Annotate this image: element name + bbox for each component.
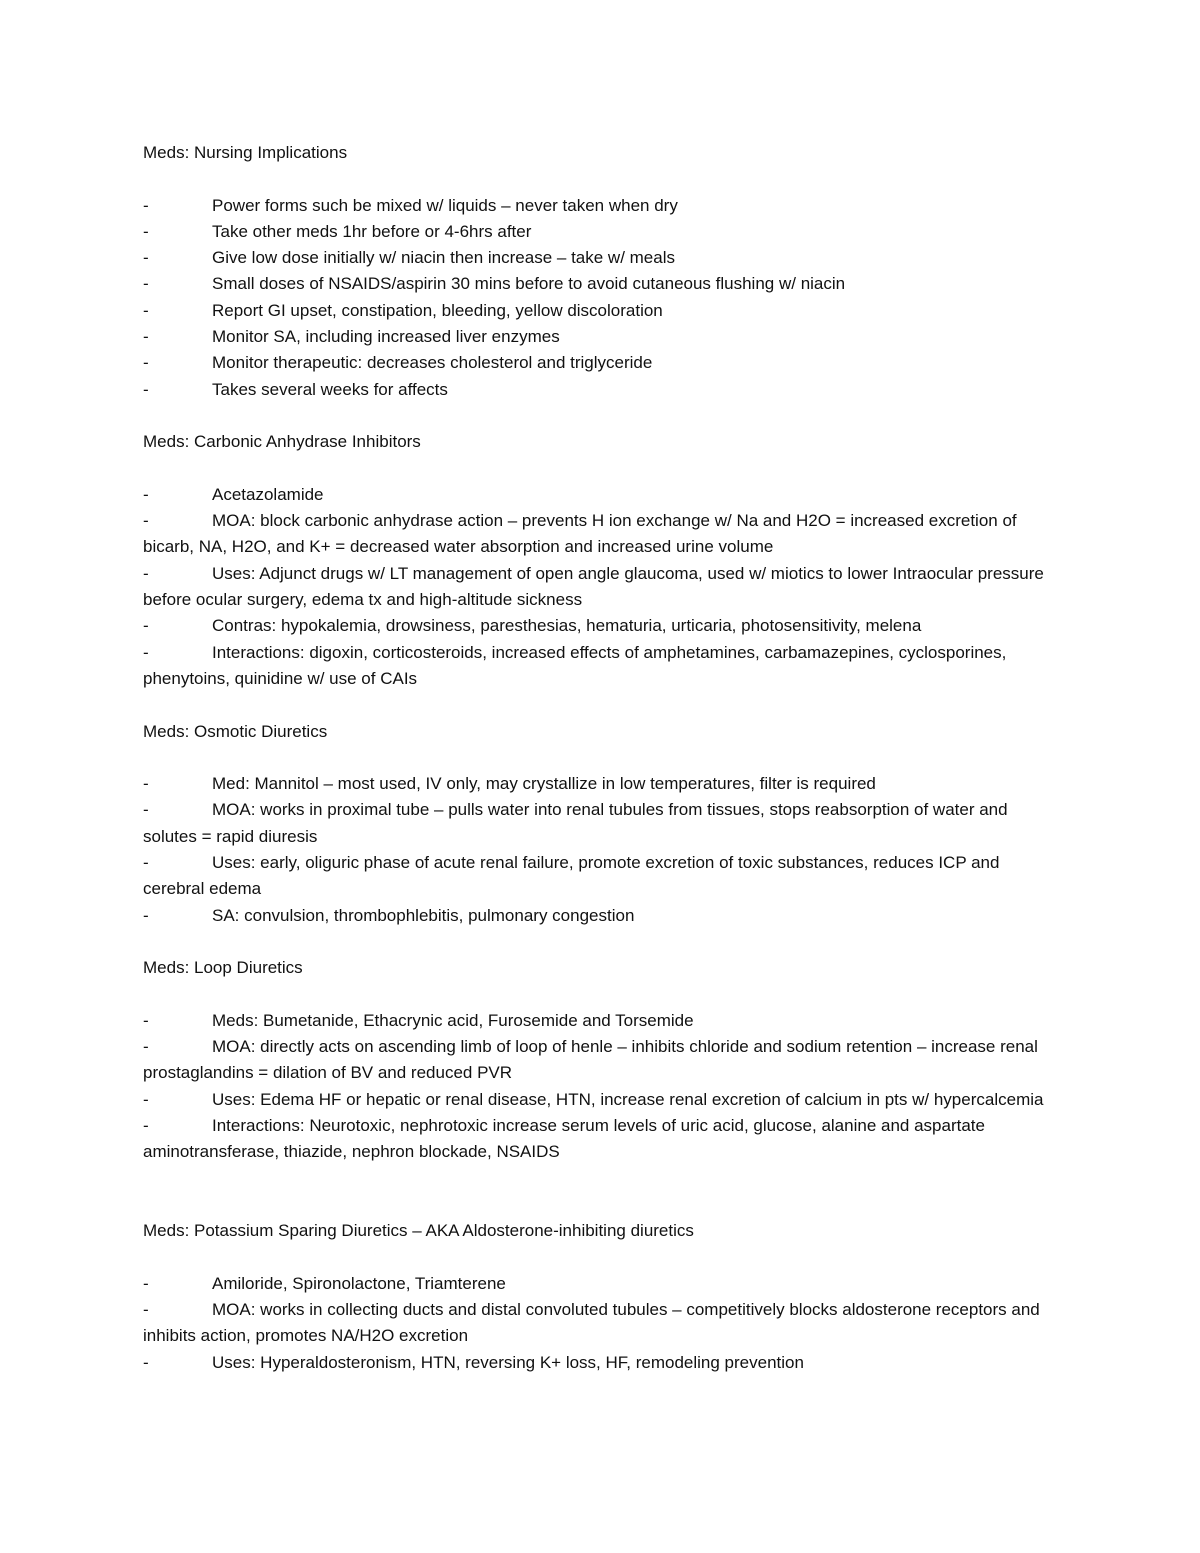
section-osmotic-diuretics: [143, 719, 1063, 929]
list-item-text: Give low dose initially w/ niacin then increase – take w/ meals: [212, 248, 675, 268]
list-item: [143, 298, 1063, 324]
list-item: [143, 640, 1063, 693]
list-item: [143, 271, 1063, 297]
list-item: [143, 1113, 1063, 1166]
section-nursing-implications: [143, 140, 1063, 403]
list-item-text: Amiloride, Spironolactone, Triamterene: [212, 1273, 506, 1293]
bullet-marker: -: [143, 905, 149, 925]
list-item-text: MOA: works in proximal tube – pulls water into renal tubules from tissues, stops reabsorption of water and solutes = rapid diuresis: [143, 800, 1008, 846]
section-potassium-sparing-diuretics: [143, 1218, 1063, 1376]
document-page: [143, 140, 1063, 1376]
bullet-list: [143, 482, 1063, 692]
bullet-marker: -: [143, 511, 149, 531]
bullet-marker: -: [143, 484, 149, 504]
list-item: [143, 1271, 1063, 1297]
list-item: [143, 850, 1063, 903]
list-item-text: SA: convulsion, thrombophlebitis, pulmonary congestion: [212, 905, 635, 925]
section-carbonic-anhydrase-inhibitors: [143, 429, 1063, 692]
list-item-text: Meds: Bumetanide, Ethacrynic acid, Furosemide and Torsemide: [212, 1010, 694, 1030]
list-item: [143, 377, 1063, 403]
bullet-marker: -: [143, 642, 149, 662]
bullet-marker: -: [143, 616, 149, 636]
bullet-marker: -: [143, 800, 149, 820]
list-item: [143, 350, 1063, 376]
section-heading: Meds: Potassium Sparing Diuretics – AKA Aldosterone-inhibiting diuretics: [143, 1221, 694, 1241]
bullet-marker: -: [143, 1089, 149, 1109]
list-item: [143, 1350, 1063, 1376]
bullet-marker: -: [143, 221, 149, 241]
list-item-text: Med: Mannitol – most used, IV only, may crystallize in low temperatures, filter is required: [212, 774, 876, 794]
list-item-text: Monitor SA, including increased liver enzymes: [212, 327, 560, 347]
bullet-marker: -: [143, 300, 149, 320]
list-item-text: Interactions: digoxin, corticosteroids, increased effects of amphetamines, carbamazepines, cyclosporines, phenytoins, quinidine w/ use of CAIs: [143, 642, 1007, 688]
bullet-marker: -: [143, 248, 149, 268]
bullet-marker: -: [143, 1300, 149, 1320]
list-item: [143, 219, 1063, 245]
list-item: [143, 245, 1063, 271]
bullet-marker: -: [143, 563, 149, 583]
list-item: [143, 508, 1063, 561]
list-item-text: Contras: hypokalemia, drowsiness, paresthesias, hematuria, urticaria, photosensitivity, melena: [212, 616, 922, 636]
list-item-text: Power forms such be mixed w/ liquids – never taken when dry: [212, 195, 678, 215]
bullet-marker: -: [143, 379, 149, 399]
list-item: [143, 1297, 1063, 1350]
section-heading: Meds: Osmotic Diuretics: [143, 721, 328, 741]
bullet-list: [143, 771, 1063, 929]
bullet-marker: -: [143, 1010, 149, 1030]
list-item: [143, 797, 1063, 850]
list-item: [143, 324, 1063, 350]
list-item-text: Monitor therapeutic: decreases cholesterol and triglyceride: [212, 353, 653, 373]
bullet-marker: -: [143, 1352, 149, 1372]
bullet-marker: -: [143, 774, 149, 794]
list-item-text: Acetazolamide: [212, 484, 324, 504]
section-heading: Meds: Carbonic Anhydrase Inhibitors: [143, 432, 421, 452]
list-item: [143, 903, 1063, 929]
list-item-text: Takes several weeks for affects: [212, 379, 448, 399]
list-item: [143, 1034, 1063, 1087]
list-item-text: Take other meds 1hr before or 4-6hrs after: [212, 221, 532, 241]
list-item-text: MOA: directly acts on ascending limb of loop of henle – inhibits chloride and sodium retention – increase renal prostaglandins = dilation of BV and reduced PVR: [143, 1037, 1038, 1083]
bullet-list: [143, 193, 1063, 403]
list-item-text: Small doses of NSAIDS/aspirin 30 mins before to avoid cutaneous flushing w/ niacin: [212, 274, 846, 294]
section-heading: Meds: Loop Diuretics: [143, 958, 303, 978]
bullet-list: [143, 1008, 1063, 1166]
bullet-marker: -: [143, 1273, 149, 1293]
list-item-text: Uses: Adjunct drugs w/ LT management of open angle glaucoma, used w/ miotics to lower Intraocular pressure before ocular surgery, edema tx and high-altitude sickness: [143, 563, 1044, 610]
list-item-text: Report GI upset, constipation, bleeding, yellow discoloration: [212, 300, 663, 320]
list-item-text: Uses: Edema HF or hepatic or renal disease, HTN, increase renal excretion of calcium in pts w/ hypercalcemia: [212, 1089, 1044, 1109]
section-loop-diuretics: [143, 955, 1063, 1165]
list-item-text: Interactions: Neurotoxic, nephrotoxic increase serum levels of uric acid, glucose, alanine and aspartate aminotransferase, thiazide, nephron blockade, NSAIDS: [143, 1115, 985, 1162]
list-item-text: Uses: early, oliguric phase of acute renal failure, promote excretion of toxic substances, reduces ICP and cerebral edema: [143, 853, 1000, 899]
bullet-marker: -: [143, 195, 149, 215]
list-item: [143, 613, 1063, 639]
bullet-marker: -: [143, 1115, 149, 1135]
bullet-marker: -: [143, 853, 149, 873]
list-item: [143, 561, 1063, 614]
section-heading: Meds: Nursing Implications: [143, 143, 348, 162]
list-item: [143, 1087, 1063, 1113]
list-item-text: MOA: block carbonic anhydrase action – prevents H ion exchange w/ Na and H2O = increased excretion of bicarb, NA, H2O, and K+ = decreased water absorption and increased urine volume: [143, 511, 1017, 557]
list-item: [143, 1008, 1063, 1034]
list-item: [143, 193, 1063, 219]
list-item: [143, 771, 1063, 797]
list-item-text: MOA: works in collecting ducts and distal convoluted tubules – competitively blocks aldosterone receptors and inhibits action, promotes NA/H2O excretion: [143, 1300, 1040, 1346]
list-item: [143, 482, 1063, 508]
bullet-marker: -: [143, 327, 149, 347]
list-item-text: Uses: Hyperaldosteronism, HTN, reversing K+ loss, HF, remodeling prevention: [212, 1352, 804, 1372]
bullet-list: [143, 1271, 1063, 1376]
bullet-marker: -: [143, 353, 149, 373]
bullet-marker: -: [143, 1037, 149, 1057]
bullet-marker: -: [143, 274, 149, 294]
